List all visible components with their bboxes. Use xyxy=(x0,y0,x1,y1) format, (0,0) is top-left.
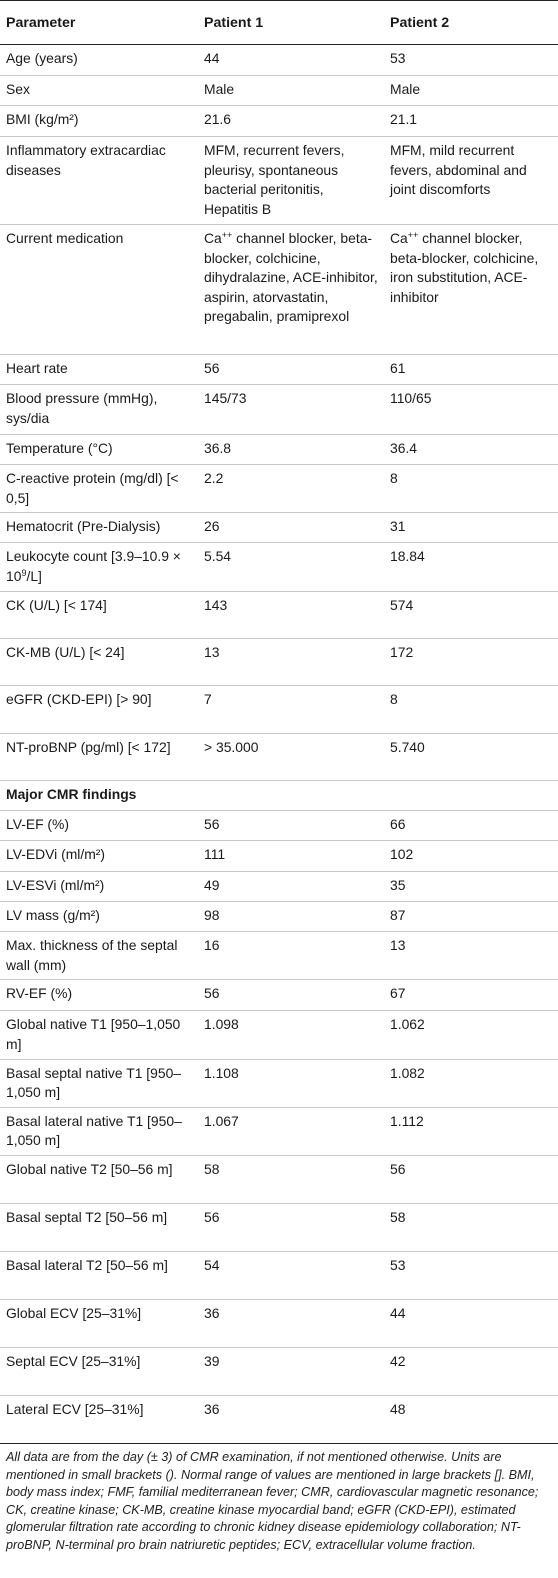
table-footnote: All data are from the day (± 3) of CMR examination, if not mentioned otherwise. Units are mentioned in small brackets (). Normal range of values are mentioned in large brackets []. BMI, body mass index; FMF, familial mediterranean fever; CMR, cardiovascular magnetic resonance; CK, creatine kinase; CK-MB, creatine kinase myocardial band; eGFR (CKD-EPI), estimated glomerular filtration rate according to chronic kidney disease epidemiology collaboration; NT-proBNP, N-terminal pro brain natriuretic peptides; ECV, extracellular volume fraction. xyxy=(6,1449,539,1552)
table-row xyxy=(0,872,558,902)
cell-parameter: RV-EF (%) xyxy=(0,980,198,1011)
cell-patient-2: 574 xyxy=(384,592,558,639)
table-row xyxy=(0,1395,558,1443)
cell-patient-1: > 35.000 xyxy=(198,734,384,781)
cell-parameter: Lateral ECV [25–31%] xyxy=(0,1395,198,1443)
cell-patient-1: 56 xyxy=(198,980,384,1011)
table-row xyxy=(0,734,558,781)
cell-parameter: Temperature (°C) xyxy=(0,435,198,465)
table-row xyxy=(0,45,558,76)
cell-patient-2 xyxy=(384,781,558,811)
cell-patient-1: 111 xyxy=(198,841,384,872)
header-parameter: Parameter xyxy=(0,1,198,45)
cell-patient-2: 61 xyxy=(384,355,558,385)
cell-patient-1: 98 xyxy=(198,902,384,932)
cell-patient-2: 1.082 xyxy=(384,1059,558,1107)
header-row xyxy=(0,1,558,45)
cell-patient-2: 56 xyxy=(384,1155,558,1203)
header-patient-2: Patient 2 xyxy=(384,1,558,45)
cell-patient-1: 36.8 xyxy=(198,435,384,465)
cell-patient-1: 5.54 xyxy=(198,543,384,592)
cell-parameter: Basal lateral native T1 [950–1,050 m] xyxy=(0,1107,198,1155)
cell-patient-1: 1.108 xyxy=(198,1059,384,1107)
cell-patient-1: 49 xyxy=(198,872,384,902)
table-row xyxy=(0,1251,558,1299)
cell-parameter: eGFR (CKD-EPI) [> 90] xyxy=(0,686,198,734)
cell-patient-1: 13 xyxy=(198,639,384,686)
cell-patient-2: 18.84 xyxy=(384,543,558,592)
cell-patient-2: 31 xyxy=(384,513,558,543)
cell-patient-1: 143 xyxy=(198,592,384,639)
cell-parameter: LV-ESVi (ml/m²) xyxy=(0,872,198,902)
cell-parameter: Hematocrit (Pre-Dialysis) xyxy=(0,513,198,543)
cell-patient-1: MFM, recurrent fevers, pleurisy, spontaneous bacterial peritonitis, Hepatitis B xyxy=(198,137,384,225)
table-row xyxy=(0,1347,558,1395)
cell-patient-2: Ca++ channel blocker, beta-blocker, colchicine, iron substitution, ACE-inhibitor xyxy=(384,225,558,355)
cell-parameter: Global ECV [25–31%] xyxy=(0,1299,198,1347)
table-row xyxy=(0,385,558,435)
header-patient-1: Patient 1 xyxy=(198,1,384,45)
table-row xyxy=(0,76,558,106)
table-row xyxy=(0,1155,558,1203)
cell-patient-2: 36.4 xyxy=(384,435,558,465)
cell-patient-1: 36 xyxy=(198,1299,384,1347)
cell-patient-1: 44 xyxy=(198,45,384,76)
cell-patient-1: 21.6 xyxy=(198,106,384,137)
table-row xyxy=(0,225,558,355)
cell-parameter: Basal septal T2 [50–56 m] xyxy=(0,1203,198,1251)
cell-parameter: Max. thickness of the septal wall (mm) xyxy=(0,932,198,980)
table-row xyxy=(0,841,558,872)
cell-patient-2: 21.1 xyxy=(384,106,558,137)
table-row xyxy=(0,465,558,513)
cell-parameter: Heart rate xyxy=(0,355,198,385)
cell-patient-2: 13 xyxy=(384,932,558,980)
cell-patient-2: 35 xyxy=(384,872,558,902)
cell-parameter: Leukocyte count $[3.9-10.9 \times 10^9/L]$ xyxy=(0,543,198,592)
cell-patient-1 xyxy=(198,781,384,811)
table-row xyxy=(0,902,558,932)
table-row xyxy=(0,980,558,1011)
cell-patient-2: 110/65 xyxy=(384,385,558,435)
table-row xyxy=(0,106,558,137)
cell-patient-1: Ca++ channel blocker, beta-blocker, colchicine, dihydralazine, ACE-inhibitor, aspirin, atorvastatin, pregabalin, pramiprexol xyxy=(198,225,384,355)
cell-patient-2: 87 xyxy=(384,902,558,932)
cell-patient-1: 1.067 xyxy=(198,1107,384,1155)
cell-parameter: Blood pressure (mmHg), sys/dia xyxy=(0,385,198,435)
table-row xyxy=(0,543,558,592)
cell-patient-2: 102 xyxy=(384,841,558,872)
table-row xyxy=(0,137,558,225)
cell-patient-2: 66 xyxy=(384,811,558,841)
table-row xyxy=(0,592,558,639)
cell-parameter: Current medication xyxy=(0,225,198,355)
cell-patient-1: 26 xyxy=(198,513,384,543)
cell-patient-2: 44 xyxy=(384,1299,558,1347)
cell-parameter: C-reactive protein (mg/dl) [< 0,5] xyxy=(0,465,198,513)
cell-patient-2: 42 xyxy=(384,1347,558,1395)
cell-patient-1: 56 xyxy=(198,811,384,841)
cell-patient-2: MFM, mild recurrent fevers, abdominal and joint discomforts xyxy=(384,137,558,225)
cell-parameter: CK-MB (U/L) [< 24] xyxy=(0,639,198,686)
cell-patient-1: 2.2 xyxy=(198,465,384,513)
cell-parameter: LV-EDVi (ml/m²) xyxy=(0,841,198,872)
cell-patient-2: 5.740 xyxy=(384,734,558,781)
cell-parameter: Basal septal native T1 [950–1,050 m] xyxy=(0,1059,198,1107)
table-row xyxy=(0,1107,558,1155)
table-row xyxy=(0,932,558,980)
cell-patient-1: 58 xyxy=(198,1155,384,1203)
cell-parameter: Age (years) xyxy=(0,45,198,76)
cell-parameter: CK (U/L) [< 174] xyxy=(0,592,198,639)
cell-patient-2: 48 xyxy=(384,1395,558,1443)
table-row xyxy=(0,435,558,465)
cell-patient-1: 39 xyxy=(198,1347,384,1395)
cell-patient-1: 56 xyxy=(198,1203,384,1251)
cell-patient-1: 54 xyxy=(198,1251,384,1299)
table-row xyxy=(0,811,558,841)
cell-parameter: Global native T1 [950–1,050 m] xyxy=(0,1011,198,1059)
table-row xyxy=(0,686,558,734)
cell-patient-2: 1.112 xyxy=(384,1107,558,1155)
cell-parameter: LV mass (g/m²) xyxy=(0,902,198,932)
cell-patient-1: 36 xyxy=(198,1395,384,1443)
cell-patient-1: 145/73 xyxy=(198,385,384,435)
cell-patient-2: 67 xyxy=(384,980,558,1011)
cell-patient-1: Male xyxy=(198,76,384,106)
cell-patient-2: Male xyxy=(384,76,558,106)
cell-parameter: Septal ECV [25–31%] xyxy=(0,1347,198,1395)
cell-parameter: LV-EF (%) xyxy=(0,811,198,841)
table-row xyxy=(0,639,558,686)
table-row xyxy=(0,355,558,385)
cell-patient-2: 172 xyxy=(384,639,558,686)
cell-parameter: Sex xyxy=(0,76,198,106)
cell-patient-2: 53 xyxy=(384,1251,558,1299)
cell-patient-1: 16 xyxy=(198,932,384,980)
cell-patient-2: 8 xyxy=(384,465,558,513)
cell-parameter: NT-proBNP (pg/ml) [< 172] xyxy=(0,734,198,781)
cell-patient-2: 58 xyxy=(384,1203,558,1251)
cell-parameter: Inflammatory extracardiac diseases xyxy=(0,137,198,225)
cell-patient-1: 7 xyxy=(198,686,384,734)
section-header-row xyxy=(0,781,558,811)
cell-parameter: BMI (kg/m²) xyxy=(0,106,198,137)
table-row xyxy=(0,1299,558,1347)
cell-patient-2: 8 xyxy=(384,686,558,734)
cell-parameter: Global native T2 [50–56 m] xyxy=(0,1155,198,1203)
cell-patient-1: 56 xyxy=(198,355,384,385)
cell-patient-2: 53 xyxy=(384,45,558,76)
table-row xyxy=(0,1011,558,1059)
table-row xyxy=(0,1203,558,1251)
table-header xyxy=(0,1,558,45)
table-body xyxy=(0,45,558,1444)
cell-parameter: Basal lateral T2 [50–56 m] xyxy=(0,1251,198,1299)
cell-patient-1: 1.098 xyxy=(198,1011,384,1059)
table-row xyxy=(0,1059,558,1107)
cell-patient-2: 1.062 xyxy=(384,1011,558,1059)
table-row xyxy=(0,513,558,543)
cell-parameter: Major CMR findings xyxy=(0,781,198,811)
